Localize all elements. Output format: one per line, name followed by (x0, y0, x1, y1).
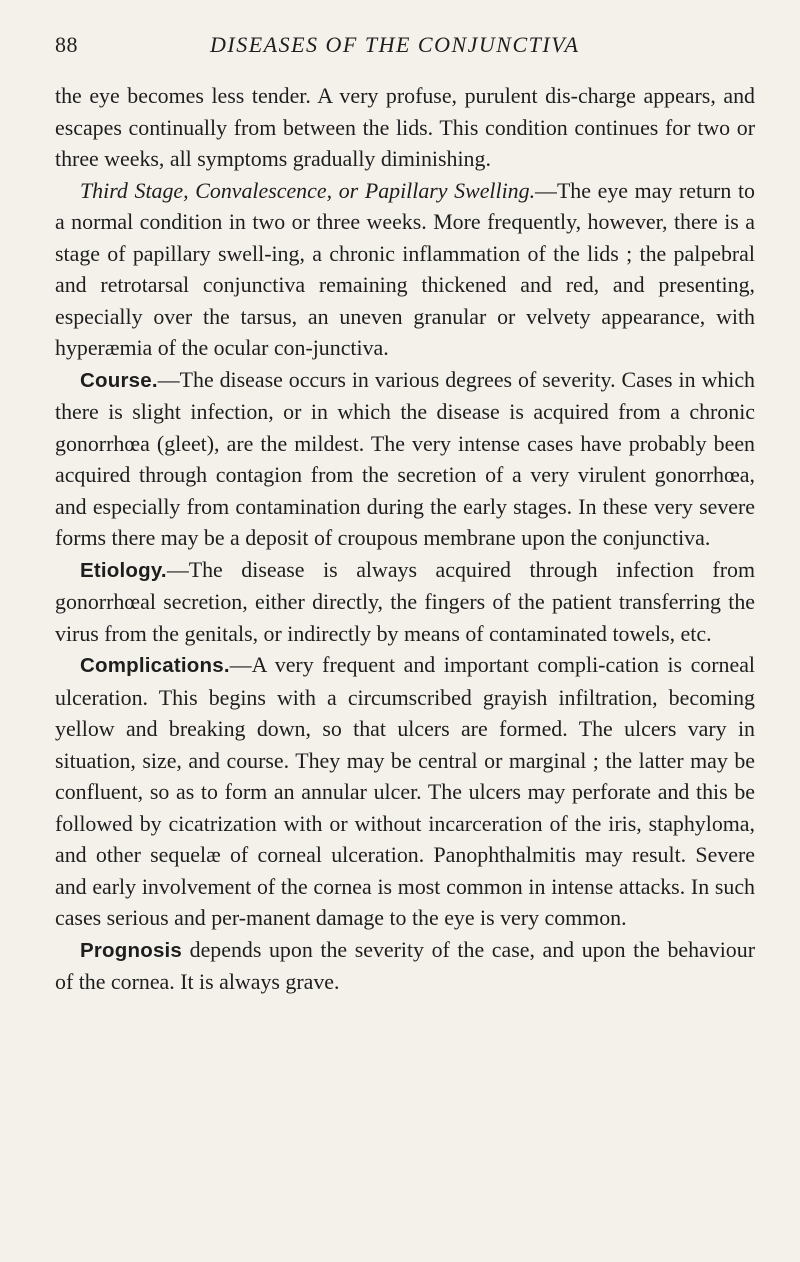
paragraph-text: —The disease occurs in various degrees of severity. Cases in which there is slight infection, or in which the disease is acquired from a chronic gonorrhœa (gleet), are the mildest. The very intense cases have probably been acquired through contagion from the secretion of a very virulent gonorrhœa, and especially from contamination during the early stages. In these very severe forms there may be a deposit of croupous membrane upon the conjunctiva. (55, 366, 755, 550)
paragraph-text: the eye becomes less tender. A very profuse, purulent dis-charge appears, and escapes continually from between the lids. This condition continues for two or three weeks, all symptoms gradually diminishing. (55, 83, 755, 171)
section-heading-complications: Complications. (80, 654, 230, 677)
running-title: DISEASES OF THE CONJUNCTIVA (210, 32, 580, 57)
paragraph-text: —The disease is always acquired through infection from gonorrhœal secretion, either directly, the fingers of the patient transferring the virus from the genitals, or indirectly by means of contaminated towels, etc. (55, 556, 755, 646)
paragraph-prognosis (55, 934, 755, 998)
paragraph-etiology (55, 554, 755, 650)
page-number: 88 (55, 32, 78, 57)
paragraph-course (55, 364, 755, 554)
paragraph-third-stage (55, 175, 755, 364)
body-text (55, 80, 755, 998)
section-heading-course: Course. (80, 368, 158, 392)
paragraph-text: depends upon the severity of the case, and upon the behaviour of the cornea. It is always grave. (55, 936, 755, 994)
paragraph-stage-two-continued (55, 80, 755, 175)
paragraph-text: —The eye may return to a normal condition in two or three weeks. More frequently, however, there is a stage of papillary swell-ing, a chronic inflammation of the lids ; the palpebral and retrotarsal conjunctiva remaining thickened and red, and presenting, especially over the tarsus, an uneven granular or velvety appearance, with hyperæmia of the ocular con-junctiva. (55, 177, 755, 360)
section-heading-etiology: Etiology. (80, 558, 167, 582)
running-head (55, 32, 755, 60)
section-heading-prognosis: Prognosis (80, 938, 183, 962)
paragraph-complications (55, 649, 755, 934)
section-heading-third-stage: Third Stage, Convalescence, or Papillary Swelling. (80, 177, 536, 203)
paragraph-text: —A very frequent and important compli-cation is corneal ulceration. This begins with a circumscribed grayish infiltration, becoming yellow and breaking down, so that ulcers are formed. The ulcers vary in situation, size, and course. They may be central or marginal ; the latter may be confluent, so as to form an annular ulcer. The ulcers may perforate and this be followed by cicatrization with or without incarceration of the iris, staphyloma, and other sequelæ of corneal ulceration. Panophthalmitis may result. Severe and early involvement of the cornea is most common in intense attacks. In such cases serious and per-manent damage to the eye is very common. (55, 652, 755, 930)
